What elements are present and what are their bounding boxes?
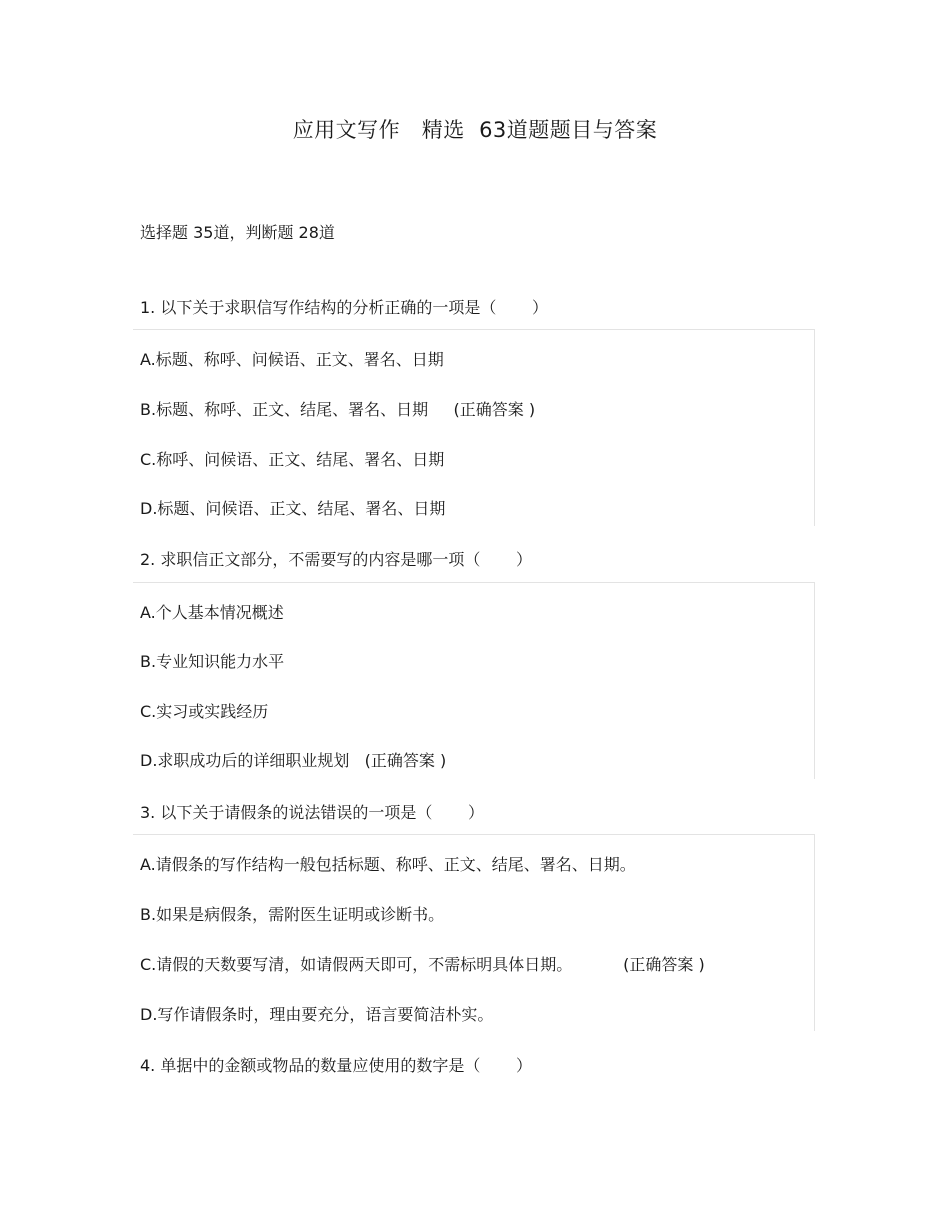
option-b: B.专业知识能力水平 bbox=[140, 652, 285, 671]
question-2-text: 2. 求职信正文部分，不需要写的内容是哪一项（ ） bbox=[140, 550, 532, 569]
option-c: C.称呼、问候语、正文、结尾、署名、日期 bbox=[140, 450, 445, 469]
question-count-summary: 选择题 35道，判断题 28道 bbox=[140, 223, 335, 242]
option-a: A.请假条的写作结构一般包括标题、称呼、正文、结尾、署名、日期。 bbox=[140, 855, 636, 874]
page-title: 应用文写作 精选 63道题题目与答案 bbox=[292, 118, 658, 142]
option-a: A.个人基本情况概述 bbox=[140, 603, 284, 622]
question-1-options bbox=[133, 329, 815, 526]
question-3-text: 3. 以下关于请假条的说法错误的一项是（ ） bbox=[140, 803, 484, 822]
option-c: C.实习或实践经历 bbox=[140, 702, 269, 721]
question-1-text: 1. 以下关于求职信写作结构的分析正确的一项是（ ） bbox=[140, 298, 548, 317]
option-d: D.求职成功后的详细职业规划 (正确答案 ) bbox=[140, 751, 447, 770]
option-c: C.请假的天数要写清，如请假两天即可，不需标明具体日期。 (正确答案 ) bbox=[140, 955, 705, 974]
option-b: B.标题、称呼、正文、结尾、署名、日期 (正确答案 ) bbox=[140, 400, 536, 419]
question-2-options bbox=[133, 582, 815, 779]
question-4-text: 4. 单据中的金额或物品的数量应使用的数字是（ ） bbox=[140, 1056, 532, 1075]
option-b: B.如果是病假条，需附医生证明或诊断书。 bbox=[140, 905, 445, 924]
question-3-options bbox=[133, 834, 815, 1031]
option-d: D.写作请假条时，理由要充分，语言要简洁朴实。 bbox=[140, 1005, 494, 1024]
option-d: D.标题、问候语、正文、结尾、署名、日期 bbox=[140, 499, 446, 518]
option-a: A.标题、称呼、问候语、正文、署名、日期 bbox=[140, 350, 444, 369]
